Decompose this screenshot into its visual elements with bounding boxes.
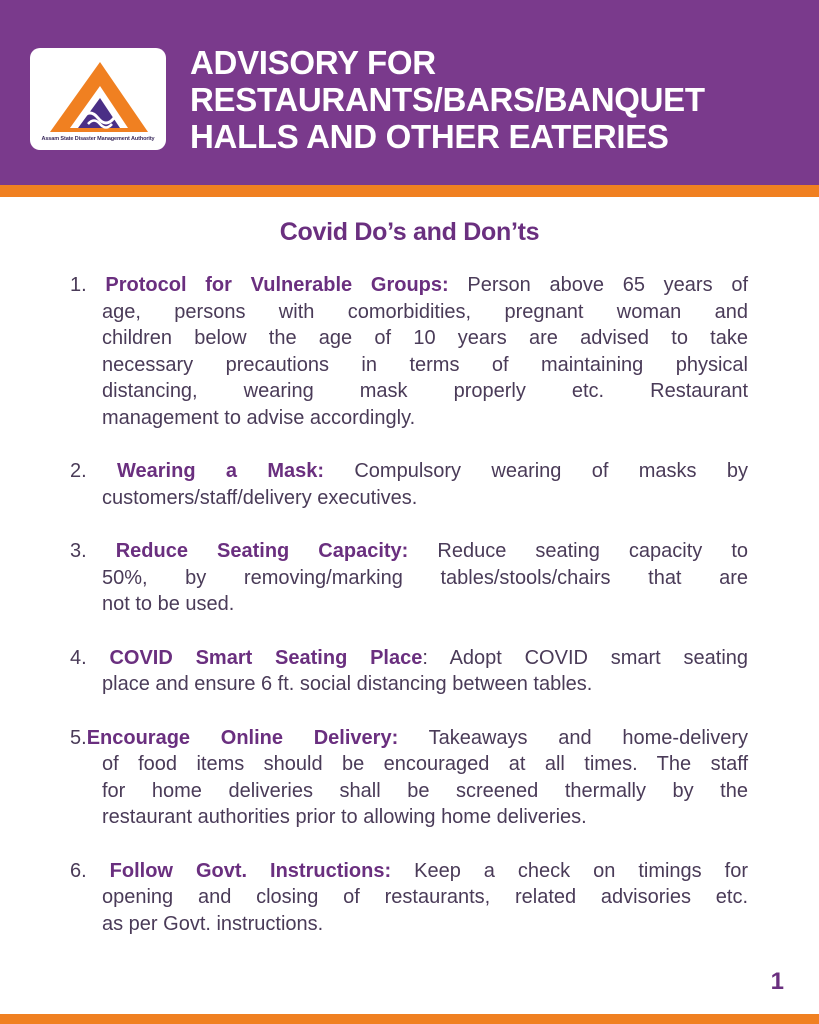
list-item	[70, 272, 748, 431]
header-accent-stripe	[0, 185, 819, 197]
item-text: as per Govt. instructions.	[102, 912, 324, 935]
item-text: 50%, by removing/marking tables/stools/chairs that are	[102, 566, 748, 589]
list-item	[70, 645, 748, 698]
asdma-triangle-logo-icon	[30, 48, 166, 150]
item-text: distancing, wearing mask properly etc. Restaurant	[102, 380, 748, 402]
item-text: place and ensure 6 ft. social distancing between tables.	[102, 673, 593, 695]
item-heading: Protocol for Vulnerable Groups:	[105, 274, 449, 296]
page-number: 1	[770, 968, 784, 995]
item-number: 6.	[70, 859, 110, 882]
item-number: 2.	[70, 460, 118, 482]
item-text: necessary precautions in terms of maintaining physical	[102, 353, 748, 376]
item-text: age, persons with comorbidities, pregnant woman and	[102, 300, 748, 323]
advisory-list	[70, 272, 748, 964]
item-text: Compulsory wearing of masks by	[324, 460, 748, 482]
item-text: Reduce seating capacity to	[408, 540, 749, 562]
logo-text: Assam State Disaster Management Authority	[41, 136, 155, 142]
item-text: customers/staff/delivery executives.	[102, 486, 418, 509]
item-text: Keep a check on timings for	[391, 859, 748, 882]
item-number: 1.	[70, 274, 106, 296]
item-text: management to advise accordingly.	[102, 406, 416, 429]
item-heading: Wearing a Mask:	[117, 460, 325, 482]
item-text: restaurant authorities prior to allowing home deliveries.	[102, 806, 587, 828]
footer-accent-stripe	[0, 1014, 819, 1024]
list-item	[70, 458, 748, 511]
list-item	[70, 858, 748, 938]
title-line: HALLS AND OTHER EATERIES	[190, 118, 669, 155]
item-text: for home deliveries shall be screened thermally by the	[102, 779, 748, 802]
item-number: 3.	[70, 540, 116, 562]
item-text: of food items should be encouraged at all times. The staff	[102, 753, 748, 775]
page-title	[190, 44, 790, 155]
item-text: opening and closing of restaurants, related advisories etc.	[102, 886, 748, 908]
list-item	[70, 538, 748, 618]
item-number: 5.	[70, 726, 87, 749]
item-text: : Adopt COVID smart seating	[422, 646, 749, 669]
logo	[30, 48, 166, 150]
title-line: RESTAURANTS/BARS/BANQUET	[190, 81, 705, 118]
item-text: Takeaways and home-delivery	[398, 726, 749, 749]
item-heading: Encourage Online Delivery:	[86, 726, 399, 749]
item-text: Person above 65 years of	[448, 274, 748, 296]
item-text: not to be used.	[102, 593, 235, 615]
section-subtitle: Covid Do’s and Don’ts	[279, 218, 540, 246]
item-number: 4.	[70, 646, 110, 669]
item-text: children below the age of 10 years are advised to take	[102, 327, 748, 349]
item-heading: COVID Smart Seating Place	[109, 646, 423, 669]
title-line: ADVISORY FOR	[190, 44, 436, 81]
item-heading: Reduce Seating Capacity:	[115, 540, 409, 562]
list-item	[70, 725, 748, 831]
item-heading: Follow Govt. Instructions:	[109, 859, 392, 882]
